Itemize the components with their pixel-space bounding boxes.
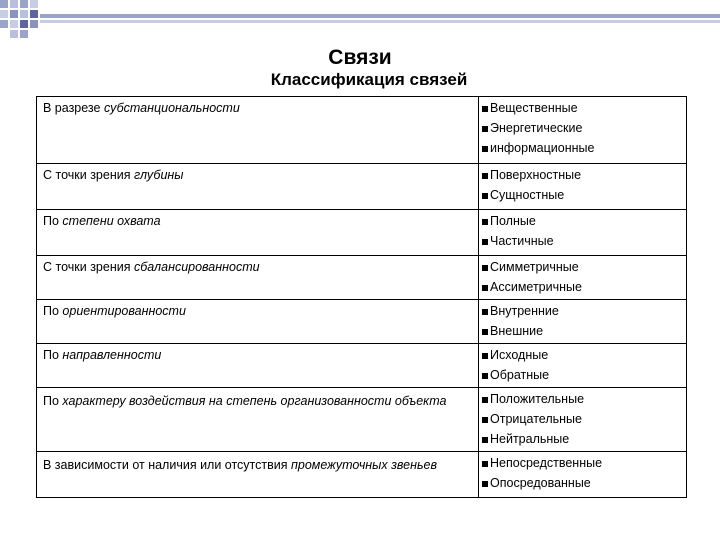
deco-square xyxy=(10,10,18,18)
square-bullet-icon xyxy=(482,417,488,423)
type-label: Ассиметричные xyxy=(490,280,582,294)
type-label: информационные xyxy=(490,141,595,155)
type-label: Исходные xyxy=(490,348,549,362)
square-bullet-icon xyxy=(482,106,488,112)
deco-square xyxy=(10,20,18,28)
types-cell xyxy=(479,256,687,300)
list-item xyxy=(482,321,681,341)
type-label: Нейтральные xyxy=(490,432,570,446)
criterion-prefix: По xyxy=(43,348,63,362)
criterion-prefix: В разрезе xyxy=(43,101,104,115)
square-bullet-icon xyxy=(482,146,488,152)
deco-square xyxy=(30,0,38,8)
criterion-prefix: С точки зрения xyxy=(43,260,134,274)
square-bullet-icon xyxy=(482,239,488,245)
type-label: Полные xyxy=(490,214,536,228)
types-cell xyxy=(479,164,687,210)
type-label: Обратные xyxy=(490,368,550,382)
deco-bar xyxy=(40,14,720,18)
square-bullet-icon xyxy=(482,481,488,487)
list-item xyxy=(482,211,681,231)
criterion-cell xyxy=(37,344,479,388)
square-bullet-icon xyxy=(482,265,488,271)
square-bullet-icon xyxy=(482,397,488,403)
list-item xyxy=(482,473,681,493)
type-label: Непосредственные xyxy=(490,456,603,470)
criterion-cell xyxy=(37,300,479,344)
type-label: Вещественные xyxy=(490,101,578,115)
criterion-term: сбалансированности xyxy=(133,260,260,274)
criterion-term: ориентированности xyxy=(62,304,186,318)
criterion-prefix: С точки зрения xyxy=(43,168,134,182)
list-item xyxy=(482,277,681,297)
square-bullet-icon xyxy=(482,285,488,291)
criterion-prefix: По xyxy=(43,214,63,228)
types-cell xyxy=(479,452,687,498)
criterion-prefix: По xyxy=(43,304,63,318)
deco-square xyxy=(10,30,18,38)
list-item xyxy=(482,257,681,277)
deco-bar xyxy=(40,20,720,23)
types-cell xyxy=(479,344,687,388)
type-label: Симметричные xyxy=(490,260,579,274)
square-bullet-icon xyxy=(482,173,488,179)
types-cell xyxy=(479,210,687,256)
table-row xyxy=(37,210,687,256)
square-bullet-icon xyxy=(482,219,488,225)
criterion-cell xyxy=(37,388,479,452)
deco-square xyxy=(20,30,28,38)
deco-square xyxy=(10,0,18,8)
criterion-term: направленности xyxy=(62,348,162,362)
list-item xyxy=(482,389,681,409)
criterion-term: степени охвата xyxy=(62,214,161,228)
criterion-term: промежуточных звеньев xyxy=(291,458,438,472)
square-bullet-icon xyxy=(482,193,488,199)
criterion-cell xyxy=(37,256,479,300)
deco-square xyxy=(0,20,8,28)
list-item xyxy=(482,138,681,158)
page-title: Связи xyxy=(328,46,392,69)
type-label: Энергетические xyxy=(490,121,583,135)
list-item xyxy=(482,345,681,365)
corner-decoration xyxy=(0,0,720,40)
table-row xyxy=(37,388,687,452)
table-row xyxy=(37,256,687,300)
list-item xyxy=(482,365,681,385)
table-row xyxy=(37,452,687,498)
deco-square xyxy=(30,20,38,28)
square-bullet-icon xyxy=(482,309,488,315)
deco-square xyxy=(20,10,28,18)
deco-square xyxy=(30,10,38,18)
type-label: Сущностные xyxy=(490,188,565,202)
page-subtitle: Классификация связей xyxy=(270,70,468,89)
criterion-term: характеру воздействия на степень организованности объекта xyxy=(62,394,447,408)
deco-square xyxy=(20,20,28,28)
type-label: Отрицательные xyxy=(490,412,582,426)
types-cell xyxy=(479,97,687,164)
square-bullet-icon xyxy=(482,353,488,359)
types-cell xyxy=(479,300,687,344)
type-label: Опосредованные xyxy=(490,476,591,490)
list-item xyxy=(482,301,681,321)
criterion-cell xyxy=(37,97,479,164)
type-label: Внешние xyxy=(490,324,544,338)
table-row xyxy=(37,164,687,210)
square-bullet-icon xyxy=(482,126,488,132)
list-item xyxy=(482,165,681,185)
deco-square xyxy=(0,10,8,18)
type-label: Положительные xyxy=(490,392,585,406)
square-bullet-icon xyxy=(482,329,488,335)
square-bullet-icon xyxy=(482,373,488,379)
deco-square xyxy=(20,0,28,8)
criterion-cell xyxy=(37,210,479,256)
criterion-prefix: По xyxy=(43,394,63,408)
table-row xyxy=(37,300,687,344)
criterion-cell xyxy=(37,164,479,210)
table-row xyxy=(37,97,687,164)
classification-table xyxy=(36,96,687,498)
types-cell xyxy=(479,388,687,452)
list-item xyxy=(482,231,681,251)
list-item xyxy=(482,118,681,138)
list-item xyxy=(482,409,681,429)
type-label: Частичные xyxy=(490,234,554,248)
square-bullet-icon xyxy=(482,461,488,467)
criterion-term: субстанциональности xyxy=(103,101,240,115)
type-label: Внутренние xyxy=(490,304,559,318)
table-row xyxy=(37,344,687,388)
list-item xyxy=(482,185,681,205)
criterion-term: глубины xyxy=(133,168,184,182)
list-item xyxy=(482,453,681,473)
criterion-cell xyxy=(37,452,479,498)
type-label: Поверхностные xyxy=(490,168,582,182)
list-item xyxy=(482,98,681,118)
deco-square xyxy=(0,0,8,8)
square-bullet-icon xyxy=(482,437,488,443)
criterion-prefix: В зависимости от наличия или отсутствия xyxy=(43,458,291,472)
list-item xyxy=(482,429,681,449)
